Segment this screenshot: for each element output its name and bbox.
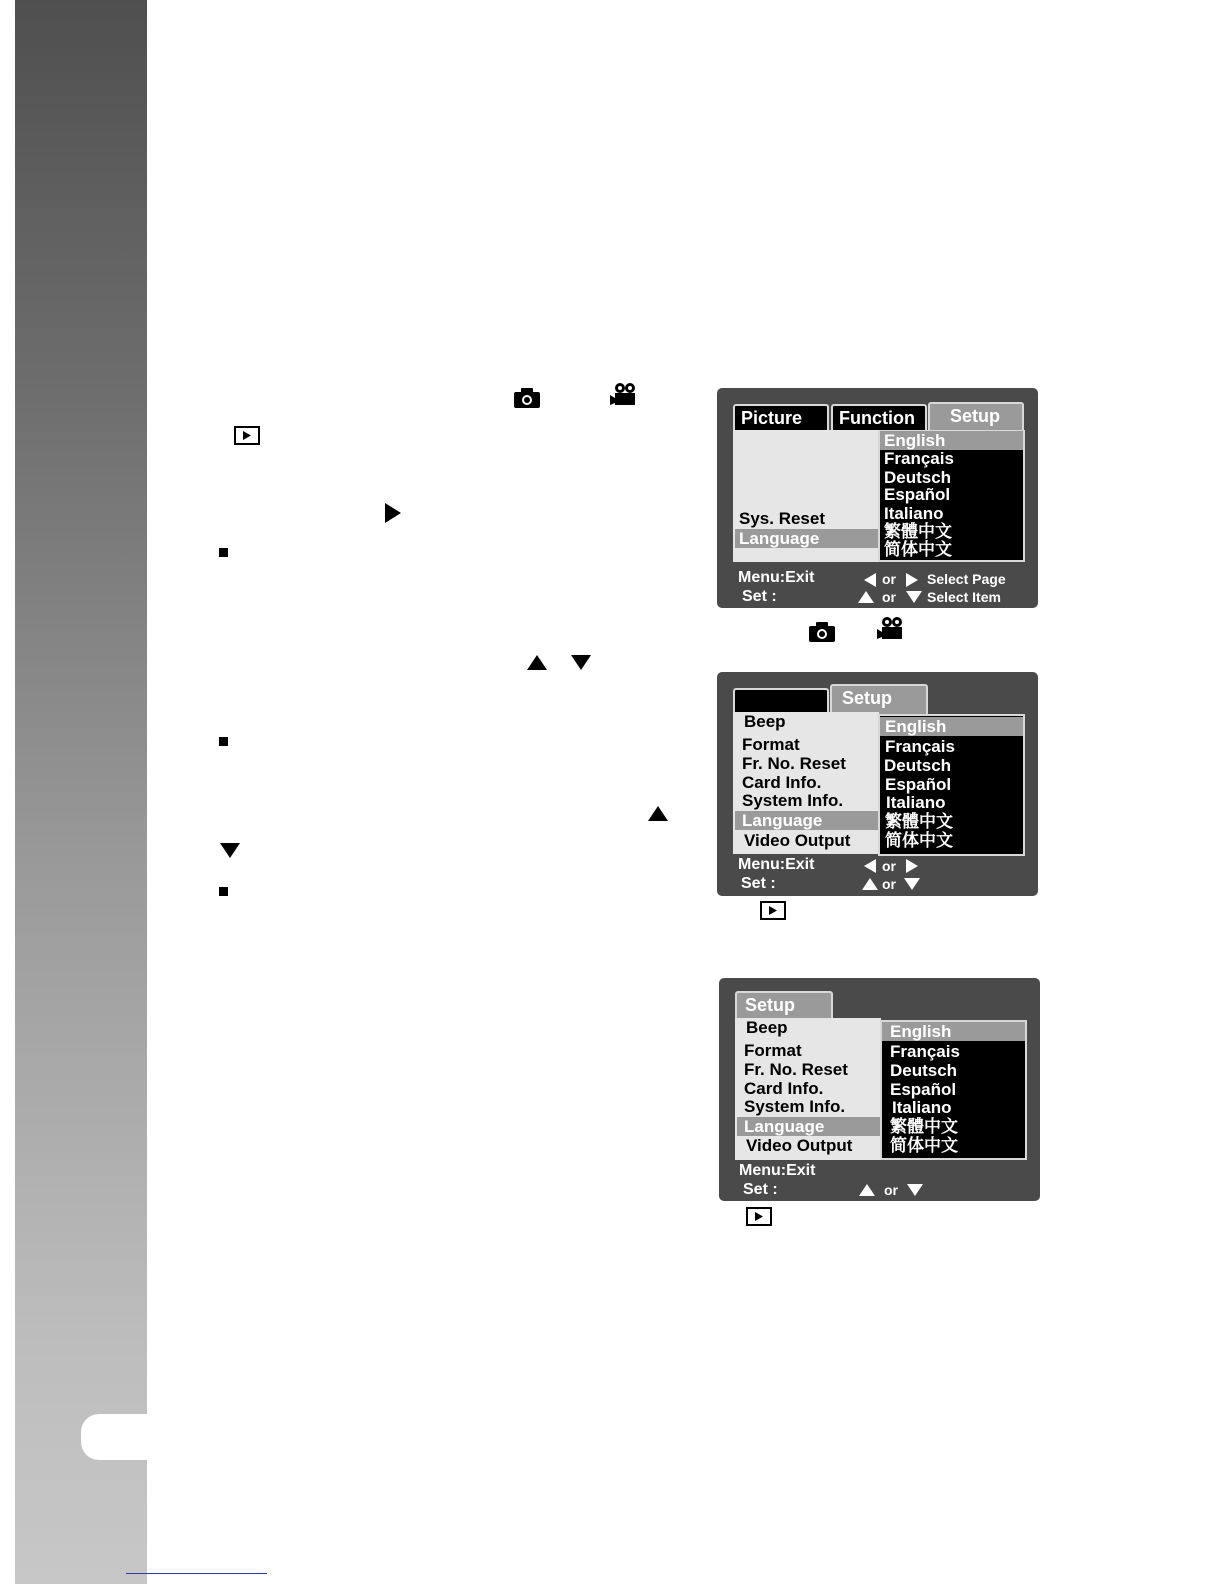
tab-setup[interactable]: Setup	[735, 991, 833, 1020]
down-arrow-icon	[907, 1184, 923, 1196]
footer-or: or	[882, 858, 896, 874]
footer-select-item: Select Item	[927, 589, 1001, 605]
menu-item-system-info[interactable]: System Info.	[744, 1097, 846, 1116]
menu-item-system-info[interactable]: System Info.	[742, 791, 844, 810]
footer-menu-exit: Menu:Exit	[739, 1162, 816, 1179]
language-option-italiano[interactable]: Italiano	[884, 504, 944, 523]
menu-item-format[interactable]: Format	[744, 1041, 802, 1060]
bullet-square-icon	[219, 737, 228, 746]
footer-set: Set :	[742, 588, 777, 605]
footer-link-line	[126, 1573, 267, 1574]
video-camera-icon	[610, 382, 638, 406]
language-option-traditional-chinese[interactable]: 繁體中文	[884, 522, 952, 541]
tab-blank[interactable]	[733, 688, 829, 714]
tab-setup[interactable]: Setup	[830, 684, 928, 714]
language-option-english[interactable]: English	[882, 1022, 1025, 1041]
footer-set: Set :	[743, 1181, 778, 1198]
triangle-right-icon	[385, 503, 401, 523]
right-arrow-icon	[906, 573, 918, 587]
menu-item-fr-no-reset[interactable]: Fr. No. Reset	[744, 1060, 848, 1079]
triangle-down-icon	[220, 843, 240, 858]
language-option-deutsch[interactable]: Deutsch	[884, 756, 952, 775]
video-camera-icon	[877, 616, 905, 640]
language-option-simplified-chinese[interactable]: 简体中文	[884, 540, 952, 559]
lcd-screen-setup-menu-playback	[717, 672, 1038, 896]
menu-item-sys-reset[interactable]: Sys. Reset	[739, 509, 825, 528]
footer-or: or	[882, 589, 896, 605]
footer-select-page: Select Page	[927, 571, 1006, 587]
language-option-francais[interactable]: Français	[890, 1042, 960, 1061]
playback-icon	[234, 426, 260, 445]
lcd-screen-setup-menu	[717, 388, 1038, 608]
language-option-espanol[interactable]: Español	[885, 775, 952, 794]
menu-item-fr-no-reset[interactable]: Fr. No. Reset	[742, 754, 846, 773]
language-option-traditional-chinese[interactable]: 繁體中文	[885, 812, 953, 831]
camera-icon	[808, 621, 836, 643]
footer-menu-exit: Menu:Exit	[738, 569, 815, 586]
triangle-up-icon	[527, 655, 547, 670]
language-option-english[interactable]: English	[880, 717, 1023, 736]
menu-item-language[interactable]: Language	[735, 529, 879, 548]
tab-picture[interactable]: Picture	[733, 404, 829, 430]
menu-item-language[interactable]: Language	[737, 1117, 881, 1136]
left-arrow-icon	[864, 859, 876, 873]
right-arrow-icon	[906, 859, 918, 873]
lcd-screen-setup-menu-playback-only	[719, 978, 1040, 1201]
bullet-square-icon	[219, 548, 228, 557]
triangle-down-icon	[571, 655, 591, 670]
language-option-traditional-chinese[interactable]: 繁體中文	[890, 1117, 958, 1136]
menu-item-beep[interactable]: Beep	[746, 1018, 788, 1037]
menu-item-card-info[interactable]: Card Info.	[742, 773, 822, 792]
up-arrow-icon	[859, 1184, 875, 1196]
footer-or: or	[882, 571, 896, 587]
menu-item-beep[interactable]: Beep	[744, 712, 786, 731]
playback-icon	[760, 901, 786, 920]
up-arrow-icon	[862, 878, 878, 890]
triangle-up-icon	[648, 806, 668, 821]
footer-or: or	[884, 1182, 898, 1198]
left-arrow-icon	[864, 573, 876, 587]
language-option-francais[interactable]: Français	[885, 737, 955, 756]
footer-set: Set :	[741, 875, 776, 892]
language-option-simplified-chinese[interactable]: 简体中文	[885, 831, 953, 850]
bullet-square-icon	[219, 887, 228, 896]
tab-setup[interactable]: Setup	[928, 402, 1024, 430]
page-number-tab	[81, 1414, 151, 1460]
camera-icon	[513, 387, 541, 409]
up-arrow-icon	[858, 591, 874, 603]
footer-or: or	[882, 876, 896, 892]
menu-item-format[interactable]: Format	[742, 735, 800, 754]
footer-menu-exit: Menu:Exit	[738, 856, 815, 873]
language-option-deutsch[interactable]: Deutsch	[884, 468, 952, 487]
language-option-espanol[interactable]: Español	[890, 1080, 957, 1099]
language-option-italiano[interactable]: Italiano	[886, 793, 946, 812]
menu-item-video-output[interactable]: Video Output	[746, 1136, 853, 1155]
language-option-deutsch[interactable]: Deutsch	[890, 1061, 958, 1080]
menu-item-language[interactable]: Language	[735, 811, 879, 830]
menu-item-card-info[interactable]: Card Info.	[744, 1079, 824, 1098]
tab-function[interactable]: Function	[831, 404, 927, 430]
language-option-english[interactable]: English	[880, 431, 1023, 450]
language-option-italiano[interactable]: Italiano	[892, 1098, 952, 1117]
language-option-espanol[interactable]: Español	[884, 485, 951, 504]
language-option-francais[interactable]: Français	[884, 449, 954, 468]
side-gradient-bar	[15, 0, 147, 1584]
playback-icon	[746, 1207, 772, 1226]
down-arrow-icon	[906, 591, 922, 603]
language-option-simplified-chinese[interactable]: 简体中文	[890, 1136, 958, 1155]
down-arrow-icon	[904, 878, 920, 890]
menu-item-video-output[interactable]: Video Output	[744, 831, 851, 850]
